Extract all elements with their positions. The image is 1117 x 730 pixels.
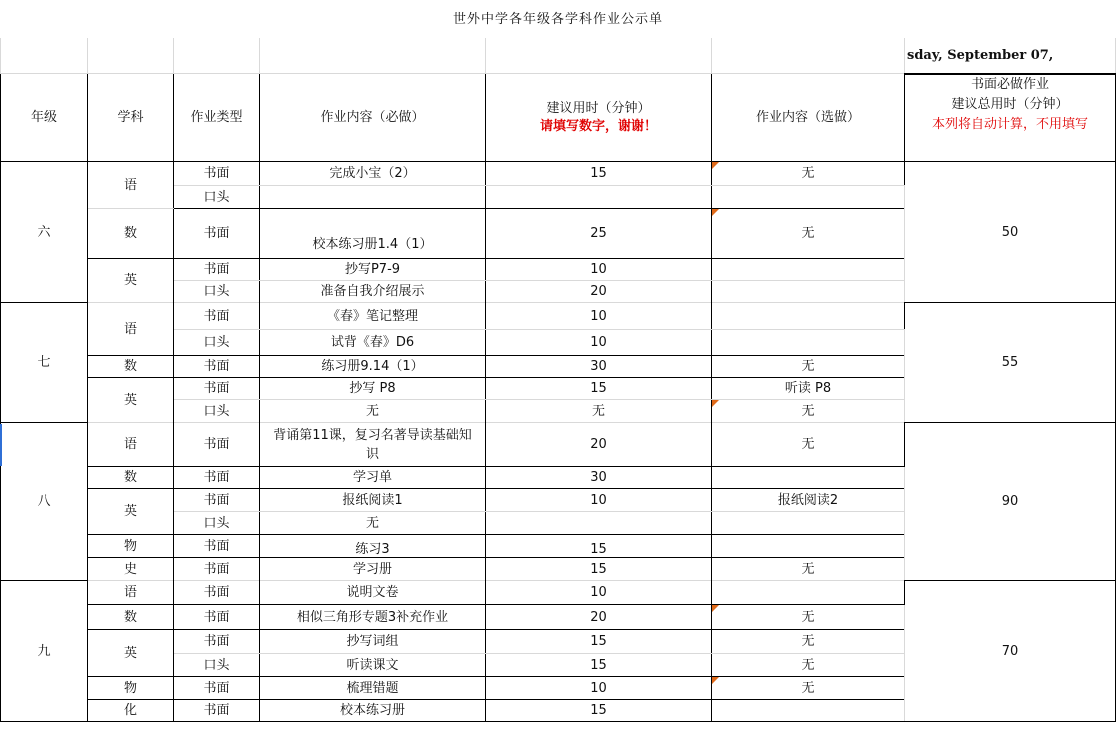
content-cell[interactable]: 背诵第11课，复习名著导读基础知识 xyxy=(260,423,486,467)
cell[interactable] xyxy=(260,38,486,74)
content-cell[interactable]: 报纸阅读1 xyxy=(260,489,486,512)
time-cell[interactable]: 无 xyxy=(486,400,712,423)
optional-cell[interactable] xyxy=(712,281,905,303)
time-cell[interactable]: 25 xyxy=(486,209,712,259)
type-cell[interactable]: 口头 xyxy=(174,654,260,677)
grade-cell[interactable]: 七 xyxy=(1,303,88,423)
content-cell[interactable]: 无 xyxy=(260,512,486,535)
cell-selection-marker xyxy=(0,424,2,466)
content-cell[interactable]: 学习单 xyxy=(260,467,486,489)
header-subject[interactable]: 学科 xyxy=(88,74,174,162)
time-cell[interactable]: 30 xyxy=(486,356,712,378)
grade-cell[interactable]: 八 xyxy=(1,423,88,581)
type-cell[interactable]: 书面 xyxy=(174,489,260,512)
time-cell[interactable]: 15 xyxy=(486,700,712,722)
time-cell[interactable] xyxy=(486,512,712,535)
total-line2: 建议总用时（分钟） xyxy=(951,96,1069,112)
time-cell[interactable]: 15 xyxy=(486,630,712,654)
subject-cell[interactable]: 英 xyxy=(88,630,174,677)
type-cell[interactable]: 书面 xyxy=(174,535,260,558)
time-cell[interactable]: 20 xyxy=(486,423,712,467)
grade-cell[interactable]: 六 xyxy=(1,162,88,303)
optional-cell[interactable]: 无 xyxy=(712,162,905,186)
content-cell[interactable]: 听读课文 xyxy=(260,654,486,677)
time-cell[interactable]: 15 xyxy=(486,162,712,186)
type-cell[interactable]: 书面 xyxy=(174,677,260,700)
subject-cell[interactable]: 英 xyxy=(88,489,174,535)
time-label: 建议用时（分钟） xyxy=(546,101,651,116)
content-cell[interactable]: 《春》笔记整理 xyxy=(260,303,486,330)
type-cell[interactable]: 书面 xyxy=(174,423,260,467)
time-cell[interactable] xyxy=(486,186,712,209)
subject-cell[interactable]: 语 xyxy=(88,423,174,467)
optional-cell[interactable] xyxy=(712,330,905,356)
optional-cell[interactable]: 无 xyxy=(712,209,905,259)
optional-cell[interactable] xyxy=(712,512,905,535)
time-cell[interactable]: 10 xyxy=(486,303,712,330)
content-cell[interactable]: 抄写词组 xyxy=(260,630,486,654)
subject-cell[interactable]: 英 xyxy=(88,378,174,423)
type-cell[interactable]: 书面 xyxy=(174,378,260,400)
time-cell[interactable]: 15 xyxy=(486,378,712,400)
content-cell[interactable]: 校本练习册1.4（1） xyxy=(260,209,486,259)
header-optional-content[interactable]: 作业内容（选做） xyxy=(712,74,905,162)
time-cell[interactable]: 15 xyxy=(486,558,712,581)
subject-cell[interactable]: 数 xyxy=(88,605,174,630)
time-cell[interactable]: 10 xyxy=(486,581,712,605)
optional-cell[interactable] xyxy=(712,303,905,330)
time-cell[interactable]: 30 xyxy=(486,467,712,489)
type-cell[interactable]: 书面 xyxy=(174,467,260,489)
content-cell[interactable]: 练习3 xyxy=(260,535,486,558)
subject-cell[interactable]: 物 xyxy=(88,535,174,558)
content-cell[interactable]: 学习册 xyxy=(260,558,486,581)
optional-cell[interactable]: 无 xyxy=(712,356,905,378)
optional-cell[interactable]: 无 xyxy=(712,423,905,467)
type-cell[interactable]: 书面 xyxy=(174,162,260,186)
time-cell[interactable]: 10 xyxy=(486,330,712,356)
subject-cell[interactable]: 化 xyxy=(88,700,174,722)
content-cell[interactable]: 校本练习册 xyxy=(260,700,486,722)
subject-cell[interactable]: 英 xyxy=(88,259,174,303)
cell[interactable] xyxy=(486,38,712,74)
cell[interactable] xyxy=(88,38,174,74)
optional-cell[interactable] xyxy=(712,467,905,489)
subject-cell[interactable]: 史 xyxy=(88,558,174,581)
optional-cell[interactable] xyxy=(712,700,905,722)
type-cell[interactable]: 书面 xyxy=(174,605,260,630)
time-note: 请填写数字，谢谢！ xyxy=(539,119,657,134)
content-cell[interactable]: 抄写 P8 xyxy=(260,378,486,400)
subject-cell[interactable]: 语 xyxy=(88,162,174,209)
content-cell[interactable]: 梳理错题 xyxy=(260,677,486,700)
date-cell[interactable]: sday, September 07, xyxy=(905,38,1116,74)
type-cell[interactable]: 书面 xyxy=(174,356,260,378)
subject-cell[interactable]: 数 xyxy=(88,209,174,259)
type-cell[interactable]: 口头 xyxy=(174,281,260,303)
optional-cell[interactable]: 无 xyxy=(712,558,905,581)
grade-cell[interactable]: 九 xyxy=(1,581,88,722)
optional-cell[interactable] xyxy=(712,259,905,281)
type-cell[interactable]: 书面 xyxy=(174,700,260,722)
header-suggested-time[interactable] xyxy=(486,74,712,162)
type-cell[interactable]: 书面 xyxy=(174,581,260,605)
total-cell[interactable]: 55 xyxy=(905,303,1116,423)
type-cell[interactable]: 口头 xyxy=(174,330,260,356)
total-cell[interactable]: 70 xyxy=(905,581,1116,722)
time-cell[interactable]: 10 xyxy=(486,259,712,281)
content-cell[interactable]: 完成小宝（2） xyxy=(260,162,486,186)
time-cell[interactable]: 15 xyxy=(486,654,712,677)
time-cell[interactable]: 10 xyxy=(486,489,712,512)
time-cell[interactable]: 10 xyxy=(486,677,712,700)
subject-cell[interactable]: 数 xyxy=(88,356,174,378)
total-cell[interactable]: 90 xyxy=(905,423,1116,581)
optional-cell[interactable]: 无 xyxy=(712,605,905,630)
content-cell[interactable] xyxy=(260,186,486,209)
content-cell[interactable]: 相似三角形专题3补充作业 xyxy=(260,605,486,630)
content-cell[interactable]: 试背《春》D6 xyxy=(260,330,486,356)
optional-cell[interactable] xyxy=(712,535,905,558)
content-cell[interactable]: 无 xyxy=(260,400,486,423)
optional-cell[interactable]: 无 xyxy=(712,677,905,700)
type-cell[interactable]: 书面 xyxy=(174,303,260,330)
time-cell[interactable]: 20 xyxy=(486,281,712,303)
time-cell[interactable]: 20 xyxy=(486,605,712,630)
optional-cell[interactable]: 无 xyxy=(712,400,905,423)
header-type[interactable]: 作业类型 xyxy=(174,74,260,162)
optional-cell[interactable] xyxy=(712,186,905,209)
cell[interactable] xyxy=(174,38,260,74)
header-total-time[interactable] xyxy=(905,74,1116,162)
subject-cell[interactable]: 语 xyxy=(88,303,174,356)
total-note: 本列将自动计算，不用填写 xyxy=(932,116,1089,132)
total-cell[interactable]: 50 xyxy=(905,162,1116,303)
type-cell[interactable]: 口头 xyxy=(174,186,260,209)
cell[interactable] xyxy=(712,38,905,74)
optional-cell[interactable]: 报纸阅读2 xyxy=(712,489,905,512)
content-cell[interactable]: 准备自我介绍展示 xyxy=(260,281,486,303)
header-required-content[interactable]: 作业内容（必做） xyxy=(260,74,486,162)
total-line1: 书面必做作业 xyxy=(971,76,1050,92)
type-cell[interactable]: 书面 xyxy=(174,630,260,654)
type-cell[interactable]: 口头 xyxy=(174,400,260,423)
content-cell[interactable]: 练习册9.14（1） xyxy=(260,356,486,378)
type-cell[interactable]: 口头 xyxy=(174,512,260,535)
type-cell[interactable]: 书面 xyxy=(174,558,260,581)
optional-cell[interactable] xyxy=(712,581,905,605)
subject-cell[interactable]: 数 xyxy=(88,467,174,489)
subject-cell[interactable]: 物 xyxy=(88,677,174,700)
header-grade[interactable]: 年级 xyxy=(1,74,88,162)
optional-cell[interactable]: 无 xyxy=(712,630,905,654)
optional-cell[interactable]: 无 xyxy=(712,654,905,677)
page-title: 世外中学各年级各学科作业公示单 xyxy=(453,11,664,27)
content-cell[interactable]: 说明文卷 xyxy=(260,581,486,605)
optional-cell[interactable]: 听读 P8 xyxy=(712,378,905,400)
subject-cell[interactable]: 语 xyxy=(88,581,174,605)
content-cell[interactable]: 抄写P7-9 xyxy=(260,259,486,281)
time-cell[interactable]: 15 xyxy=(486,535,712,558)
type-cell[interactable]: 书面 xyxy=(174,259,260,281)
cell[interactable] xyxy=(1,38,88,74)
type-cell[interactable]: 书面 xyxy=(174,209,260,259)
